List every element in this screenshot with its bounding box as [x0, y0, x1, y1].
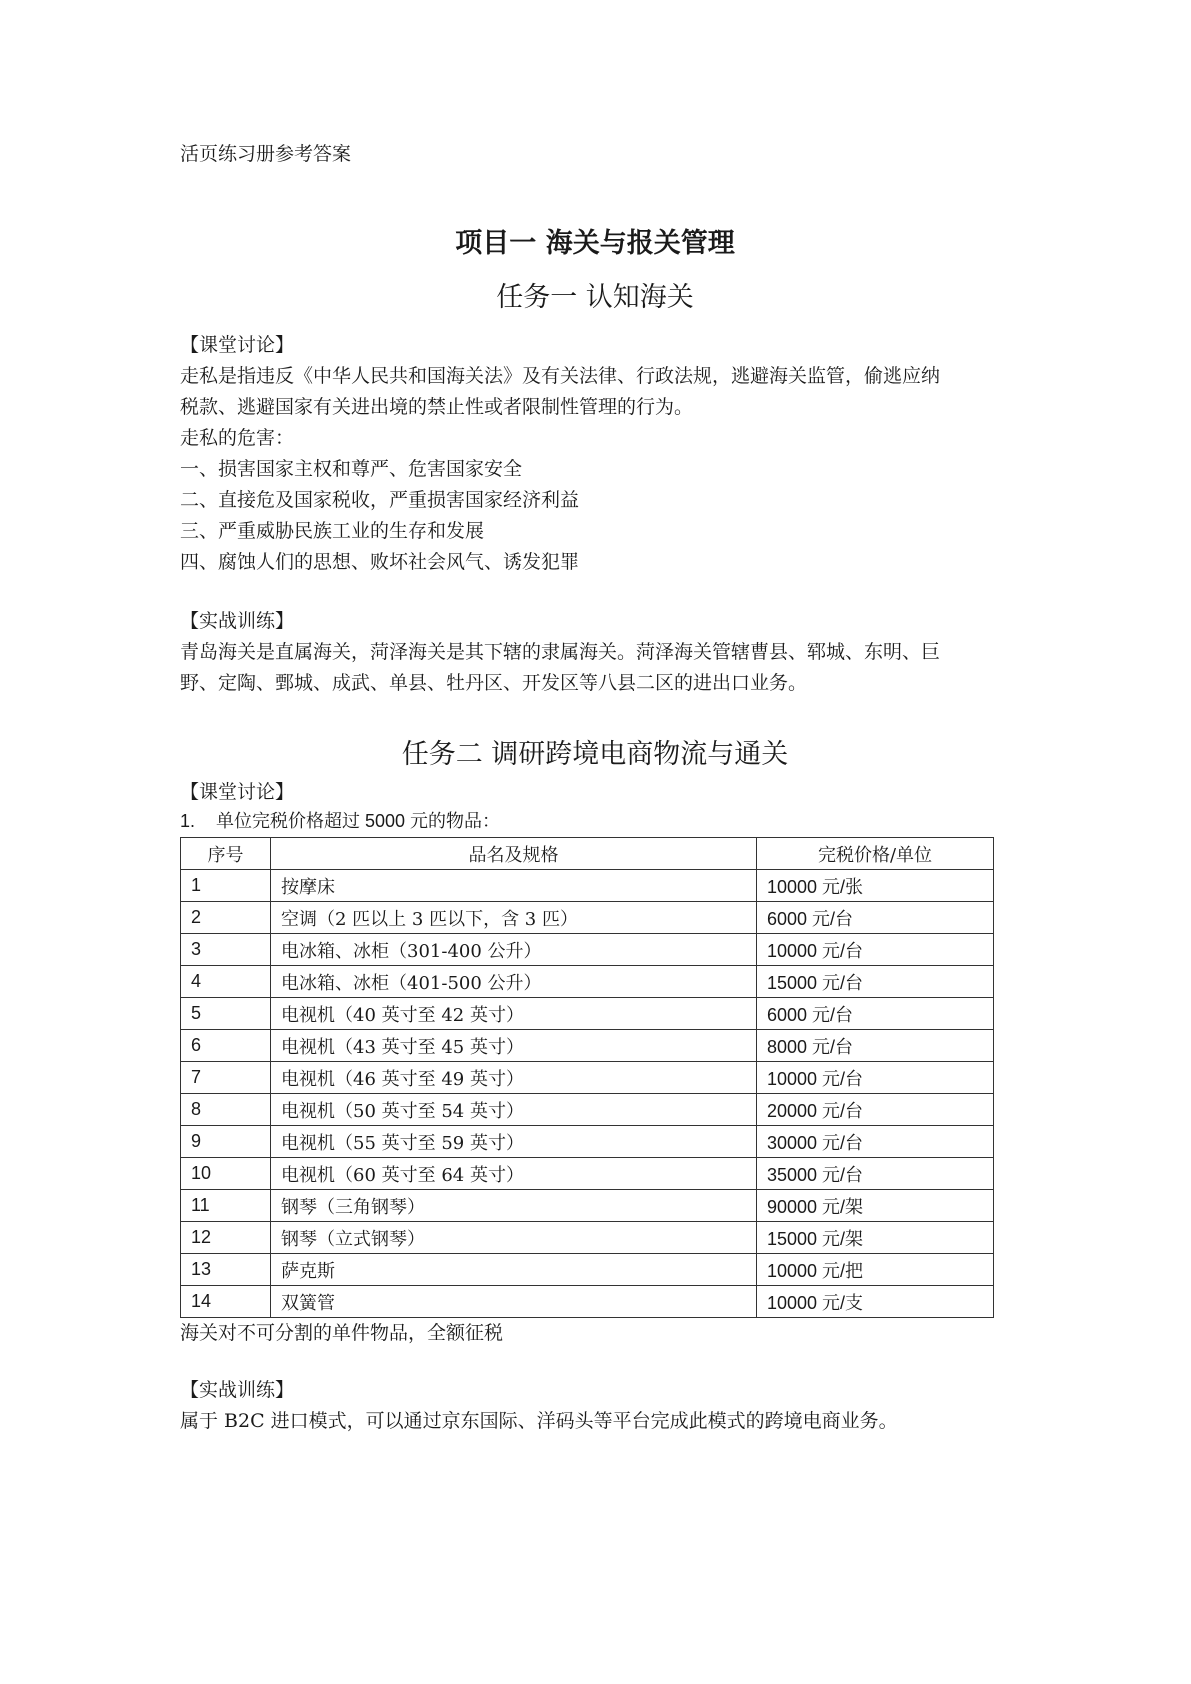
- row-name-cell: 双簧管: [271, 1286, 757, 1318]
- row-index-cell: 8: [181, 1094, 271, 1126]
- task2-practice-heading: 【实战训练】: [180, 1379, 295, 1401]
- task1-discussion-line: 走私是指违反《中华人民共和国海关法》及有关法律、行政法规，逃避海关监管，偷逃应纳: [180, 365, 941, 387]
- row-name-cell: 电视机（50 英寸至 54 英寸）: [271, 1094, 757, 1126]
- row-index-cell: 11: [181, 1190, 271, 1222]
- row-name-cell: 钢琴（立式钢琴）: [271, 1222, 757, 1254]
- row-name-cell: 萨克斯: [271, 1254, 757, 1286]
- row-index-cell: 2: [181, 902, 271, 934]
- row-price-cell: 10000 元/把: [757, 1254, 994, 1286]
- row-index-cell: 5: [181, 998, 271, 1030]
- table-row: [181, 1286, 994, 1318]
- row-name-cell: 电视机（60 英寸至 64 英寸）: [271, 1158, 757, 1190]
- row-price-cell: 15000 元/台: [757, 966, 994, 998]
- task1-discussion-line: 二、直接危及国家税收，严重损害国家经济利益: [180, 489, 580, 511]
- item-text: 单位完税价格超过 5000 元的物品：: [216, 811, 501, 831]
- task2-title: 任务二 调研跨境电商物流与通关: [401, 739, 789, 770]
- row-price-cell: 10000 元/支: [757, 1286, 994, 1318]
- table-row: [181, 998, 994, 1030]
- row-price-cell: 6000 元/台: [757, 902, 994, 934]
- row-name-cell: 电冰箱、冰柜（301-400 公升）: [271, 934, 757, 966]
- row-index-cell: 9: [181, 1126, 271, 1158]
- table-footer-note: 海关对不可分割的单件物品，全额征税: [180, 1322, 504, 1344]
- price-table: [180, 837, 994, 1318]
- row-index-cell: 7: [181, 1062, 271, 1094]
- row-price-cell: 10000 元/台: [757, 1062, 994, 1094]
- task1-practice-heading: 【实战训练】: [180, 610, 295, 632]
- task1-practice-line: 野、定陶、鄄城、成武、单县、牡丹区、开发区等八县二区的进出口业务。: [180, 672, 808, 694]
- task1-discussion-line: 三、严重威胁民族工业的生存和发展: [180, 520, 485, 542]
- task2-discussion-item: [180, 808, 1010, 834]
- task1-discussion-section: [180, 330, 1010, 578]
- row-index-cell: 6: [181, 1030, 271, 1062]
- table-row: [181, 1254, 994, 1286]
- row-name-cell: 钢琴（三角钢琴）: [271, 1190, 757, 1222]
- task1-title: 任务一 认知海关: [496, 282, 694, 313]
- header-name-spec: 品名及规格: [271, 838, 757, 870]
- task1-discussion-line: 四、腐蚀人们的思想、败坏社会风气、诱发犯罪: [180, 551, 580, 573]
- row-index-cell: 12: [181, 1222, 271, 1254]
- table-row: [181, 1222, 994, 1254]
- row-index-cell: 4: [181, 966, 271, 998]
- row-index-cell: 1: [181, 870, 271, 902]
- task1-practice-line: 青岛海关是直属海关，菏泽海关是其下辖的隶属海关。菏泽海关管辖曹县、郓城、东明、巨: [180, 641, 941, 663]
- row-name-cell: 电视机（55 英寸至 59 英寸）: [271, 1126, 757, 1158]
- task1-discussion-line: 一、损害国家主权和尊严、危害国家安全: [180, 458, 523, 480]
- header-index: 序号: [181, 838, 271, 870]
- row-index-cell: 13: [181, 1254, 271, 1286]
- row-price-cell: 10000 元/张: [757, 870, 994, 902]
- table-row: [181, 1190, 994, 1222]
- row-price-cell: 35000 元/台: [757, 1158, 994, 1190]
- row-name-cell: 电视机（43 英寸至 45 英寸）: [271, 1030, 757, 1062]
- row-price-cell: 90000 元/架: [757, 1190, 994, 1222]
- task1-discussion-line: 税款、逃避国家有关进出境的禁止性或者限制性管理的行为。: [180, 396, 694, 418]
- task2-discussion-heading: 【课堂讨论】: [180, 781, 295, 803]
- table-row: [181, 1126, 994, 1158]
- header-note: 活页练习册参考答案: [180, 143, 352, 165]
- table-row: [181, 934, 994, 966]
- header-price-unit: 完税价格/单位: [757, 838, 994, 870]
- row-price-cell: 6000 元/台: [757, 998, 994, 1030]
- row-price-cell: 8000 元/台: [757, 1030, 994, 1062]
- row-price-cell: 20000 元/台: [757, 1094, 994, 1126]
- task2-practice-line: 属于 B2C 进口模式，可以通过京东国际、洋码头等平台完成此模式的跨境电商业务。: [180, 1410, 898, 1432]
- table-row: [181, 1030, 994, 1062]
- project-title: 项目一 海关与报关管理: [455, 228, 735, 259]
- table-row: [181, 1062, 994, 1094]
- task1-discussion-heading: 【课堂讨论】: [180, 334, 295, 356]
- row-price-cell: 30000 元/台: [757, 1126, 994, 1158]
- table-row: [181, 870, 994, 902]
- row-price-cell: 15000 元/架: [757, 1222, 994, 1254]
- document-content: [180, 140, 1010, 1437]
- row-index-cell: 14: [181, 1286, 271, 1318]
- row-index-cell: 3: [181, 934, 271, 966]
- row-price-cell: 10000 元/台: [757, 934, 994, 966]
- row-name-cell: 按摩床: [271, 870, 757, 902]
- price-table-body: [181, 870, 994, 1318]
- task1-discussion-line: 走私的危害：: [180, 427, 295, 449]
- task1-practice-section: [180, 606, 1010, 699]
- table-row: [181, 966, 994, 998]
- table-row: [181, 1158, 994, 1190]
- item-number: 1.: [180, 811, 196, 831]
- table-header-row: [181, 838, 994, 870]
- table-row: [181, 1094, 994, 1126]
- row-name-cell: 空调（2 匹以上 3 匹以下，含 3 匹）: [271, 902, 757, 934]
- table-row: [181, 902, 994, 934]
- row-name-cell: 电视机（40 英寸至 42 英寸）: [271, 998, 757, 1030]
- row-name-cell: 电冰箱、冰柜（401-500 公升）: [271, 966, 757, 998]
- row-index-cell: 10: [181, 1158, 271, 1190]
- row-name-cell: 电视机（46 英寸至 49 英寸）: [271, 1062, 757, 1094]
- task2-discussion-section: [180, 777, 1010, 1349]
- task2-practice-section: [180, 1375, 1010, 1437]
